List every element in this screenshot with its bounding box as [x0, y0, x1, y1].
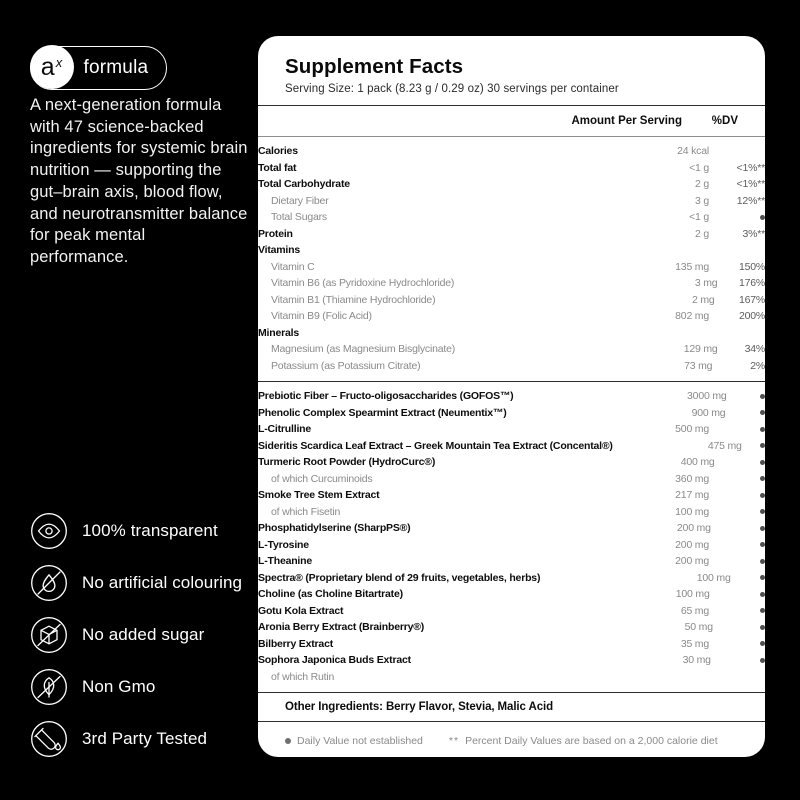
- row-dv: [711, 658, 765, 663]
- table-row: [258, 308, 765, 325]
- row-label: Sophora Japonica Buds Extract: [258, 654, 411, 667]
- row-amount: 3 g: [695, 194, 709, 207]
- column-amount-per-serving: Amount Per Serving: [571, 115, 682, 127]
- row-dv: [709, 215, 765, 220]
- dv-dot-icon: [760, 215, 765, 220]
- footnote-marker: **: [448, 735, 460, 747]
- feature-item: [30, 616, 242, 654]
- sidebar: [30, 0, 248, 800]
- row-dv: 34%: [744, 343, 765, 356]
- footnote-text: Percent Daily Values are based on a 2,000 calorie diet: [465, 735, 718, 747]
- row-label: Aronia Berry Extract (Brainberry®): [258, 621, 425, 634]
- row-dv: <1%**: [736, 178, 765, 191]
- row-amount: 135 mg: [675, 260, 709, 273]
- dv-dot-icon: [760, 476, 765, 481]
- table-row: [258, 405, 765, 422]
- row-label: Phenolic Complex Spearmint Extract (Neumentix™): [258, 406, 507, 419]
- table-row: [258, 537, 765, 554]
- table-row: [258, 520, 765, 537]
- brand-description: A next-generation formula with 47 science-backed ingredients for systemic brain nutrition — supporting the gut–brain axis, blood flow, and neurotransmitter balance for peak mental performance.: [30, 96, 248, 266]
- table-row: [258, 438, 765, 455]
- row-label: Calories: [258, 145, 298, 158]
- row-label: Smoke Tree Stem Extract: [258, 489, 380, 502]
- table-row: [258, 176, 765, 193]
- leaf-slash-icon: [30, 668, 68, 706]
- serving-size: Serving Size: 1 pack (8.23 g / 0.29 oz) 30 servings per container: [285, 83, 619, 95]
- feature-label: Non Gmo: [82, 677, 156, 696]
- dv-dot-icon: [760, 542, 765, 547]
- dv-dot-icon: [760, 509, 765, 514]
- row-amount: 2 g: [695, 227, 709, 240]
- row-dv: [709, 427, 765, 432]
- test-tube-icon: [30, 720, 68, 758]
- row-label: of which Rutin: [271, 670, 335, 683]
- table-row: [258, 454, 765, 471]
- row-amount: <1 g: [689, 161, 709, 174]
- row-amount: 100 mg: [696, 571, 731, 584]
- dv-dot-icon: [760, 394, 765, 399]
- row-dv: 3%**: [742, 227, 765, 240]
- feature-item: [30, 668, 242, 706]
- row-amount: 2 g: [695, 178, 709, 191]
- row-label: Total Carbohydrate: [258, 178, 350, 191]
- dv-dot-icon: [760, 575, 765, 580]
- table-row: [258, 504, 765, 521]
- sugar-cube-slash-icon: [30, 616, 68, 654]
- row-label: Vitamins: [258, 244, 300, 257]
- logo-superscript: x: [55, 54, 63, 70]
- dv-dot-icon: [760, 625, 765, 630]
- nutrition-table: [258, 137, 765, 381]
- row-label: Prebiotic Fiber – Fructo-oligosaccharides (GOFOS™): [258, 390, 514, 403]
- row-amount: 24 kcal: [677, 145, 709, 158]
- row-dv: [710, 592, 765, 597]
- row-amount: 30 mg: [682, 654, 711, 667]
- row-dv: [709, 559, 765, 564]
- table-row: [258, 421, 765, 438]
- footnotes: [258, 722, 765, 747]
- table-row: [258, 143, 765, 160]
- row-dv: 2%: [750, 359, 765, 372]
- table-header: [285, 106, 738, 136]
- table-row: [258, 226, 765, 243]
- table-row: [258, 242, 765, 259]
- row-amount: 73 mg: [684, 359, 713, 372]
- row-amount: 3 mg: [694, 277, 718, 290]
- column-dv: %DV: [711, 115, 738, 127]
- dv-dot-icon: [760, 526, 765, 531]
- ingredients-table: [258, 382, 765, 692]
- table-row: [258, 259, 765, 276]
- row-amount: 129 mg: [683, 343, 718, 356]
- row-label: L-Citrulline: [258, 423, 312, 436]
- table-row: [258, 636, 765, 653]
- feature-label: 100% transparent: [82, 521, 218, 540]
- row-label: Vitamin B9 (Folic Acid): [271, 310, 372, 323]
- dv-dot-icon: [760, 443, 765, 448]
- row-amount: 65 mg: [680, 604, 709, 617]
- row-amount: 802 mg: [675, 310, 709, 323]
- table-row: [258, 325, 765, 342]
- row-dv: [709, 476, 765, 481]
- dv-dot-icon: [760, 608, 765, 613]
- dv-dot-icon: [760, 427, 765, 432]
- dv-dot-icon: [760, 460, 765, 465]
- panel-title: Supplement Facts: [285, 55, 464, 78]
- logo-mark: [30, 45, 74, 89]
- row-label: Spectra® (Proprietary blend of 29 fruits, vegetables, herbs): [258, 571, 541, 584]
- row-dv: 150%: [738, 260, 765, 273]
- features-list: [30, 512, 242, 772]
- dv-dot-icon: [760, 658, 765, 663]
- feature-item: [30, 720, 242, 758]
- row-dv: 200%: [738, 310, 765, 323]
- row-amount: <1 g: [689, 211, 709, 224]
- table-row: [258, 603, 765, 620]
- row-dv: [713, 625, 765, 630]
- row-label: Total fat: [258, 161, 297, 174]
- feature-label: No added sugar: [82, 625, 205, 644]
- table-row: [258, 471, 765, 488]
- droplet-slash-icon: [30, 564, 68, 602]
- dv-dot-icon: [760, 493, 765, 498]
- row-label: of which Curcuminoids: [271, 472, 373, 485]
- row-dv: [709, 493, 765, 498]
- dv-dot-icon: [760, 410, 765, 415]
- row-dv: [715, 460, 765, 465]
- row-amount: 35 mg: [680, 637, 709, 650]
- row-dv: [727, 394, 765, 399]
- row-amount: 100 mg: [675, 505, 709, 518]
- row-dv: [742, 443, 765, 448]
- row-dv: [725, 410, 765, 415]
- row-label: Protein: [258, 227, 293, 240]
- row-label: Vitamin C: [271, 260, 315, 273]
- footnote-percent-dv: [449, 735, 718, 747]
- row-label: Bilberry Extract: [258, 637, 334, 650]
- row-amount: 100 mg: [675, 588, 710, 601]
- brand-logo: [30, 46, 167, 90]
- row-dv: <1%**: [736, 161, 765, 174]
- row-label: of which Fisetin: [271, 505, 341, 518]
- logo-symbol: a: [40, 52, 55, 81]
- row-label: Phosphatidylserine (SharpPS®): [258, 522, 411, 535]
- row-dv: 176%: [738, 277, 765, 290]
- feature-item: [30, 512, 242, 550]
- row-dv: [709, 641, 765, 646]
- eye-icon: [30, 512, 68, 550]
- row-label: Minerals: [258, 326, 299, 339]
- feature-label: 3rd Party Tested: [82, 729, 208, 748]
- row-dv: [711, 526, 765, 531]
- row-label: Vitamin B1 (Thiamine Hydrochloride): [271, 293, 436, 306]
- row-label: Choline (as Choline Bitartrate): [258, 588, 403, 601]
- table-row: [258, 669, 765, 686]
- row-amount: 475 mg: [707, 439, 742, 452]
- row-label: Potassium (as Potassium Citrate): [271, 359, 421, 372]
- row-label: Magnesium (as Magnesium Bisglycinate): [271, 343, 456, 356]
- row-amount: 200 mg: [675, 555, 709, 568]
- row-amount: 400 mg: [680, 456, 715, 469]
- row-dv: [709, 509, 765, 514]
- table-row: [258, 652, 765, 669]
- row-label: L-Tyrosine: [258, 538, 309, 551]
- row-amount: 360 mg: [675, 472, 709, 485]
- row-dv: [731, 575, 765, 580]
- table-row: [258, 341, 765, 358]
- table-row: [258, 619, 765, 636]
- feature-item: [30, 564, 242, 602]
- row-dv: [709, 542, 765, 547]
- row-amount: 200 mg: [676, 522, 711, 535]
- row-label: Turmeric Root Powder (HydroCurc®): [258, 456, 436, 469]
- table-row: [258, 275, 765, 292]
- supplement-panel: [258, 36, 765, 757]
- table-row: [258, 570, 765, 587]
- footnote-dot-icon: [285, 738, 291, 744]
- table-row: [258, 292, 765, 309]
- feature-label: No artificial colouring: [82, 573, 243, 592]
- table-row: [258, 586, 765, 603]
- logo-text: formula: [83, 57, 149, 78]
- table-row: [258, 388, 765, 405]
- row-amount: 200 mg: [675, 538, 709, 551]
- row-amount: 900 mg: [691, 406, 726, 419]
- row-amount: 500 mg: [675, 423, 709, 436]
- row-label: Gotu Kola Extract: [258, 604, 344, 617]
- other-ingredients: Other Ingredients: Berry Flavor, Stevia, Malic Acid: [285, 701, 554, 713]
- dv-dot-icon: [760, 559, 765, 564]
- row-dv: [709, 608, 765, 613]
- row-amount: 50 mg: [684, 621, 713, 634]
- row-amount: 217 mg: [675, 489, 709, 502]
- table-row: [258, 193, 765, 210]
- row-dv: 167%: [738, 293, 765, 306]
- row-label: Sideritis Scardica Leaf Extract – Greek Mountain Tea Extract (Concental®): [258, 439, 613, 452]
- table-row: [258, 160, 765, 177]
- table-row: [258, 553, 765, 570]
- row-label: Vitamin B6 (as Pyridoxine Hydrochloride): [271, 277, 455, 290]
- row-dv: 12%**: [736, 194, 765, 207]
- row-label: Dietary Fiber: [271, 194, 329, 207]
- row-amount: 3000 mg: [687, 390, 727, 403]
- table-row: [258, 487, 765, 504]
- row-label: L-Theanine: [258, 555, 313, 568]
- dv-dot-icon: [760, 592, 765, 597]
- footnote-text: Daily Value not established: [297, 735, 423, 747]
- footnote-dv-not-established: [285, 735, 423, 747]
- row-label: Total Sugars: [271, 211, 327, 224]
- dv-dot-icon: [760, 641, 765, 646]
- row-amount: 2 mg: [692, 293, 715, 306]
- table-row: [258, 358, 765, 375]
- table-row: [258, 209, 765, 226]
